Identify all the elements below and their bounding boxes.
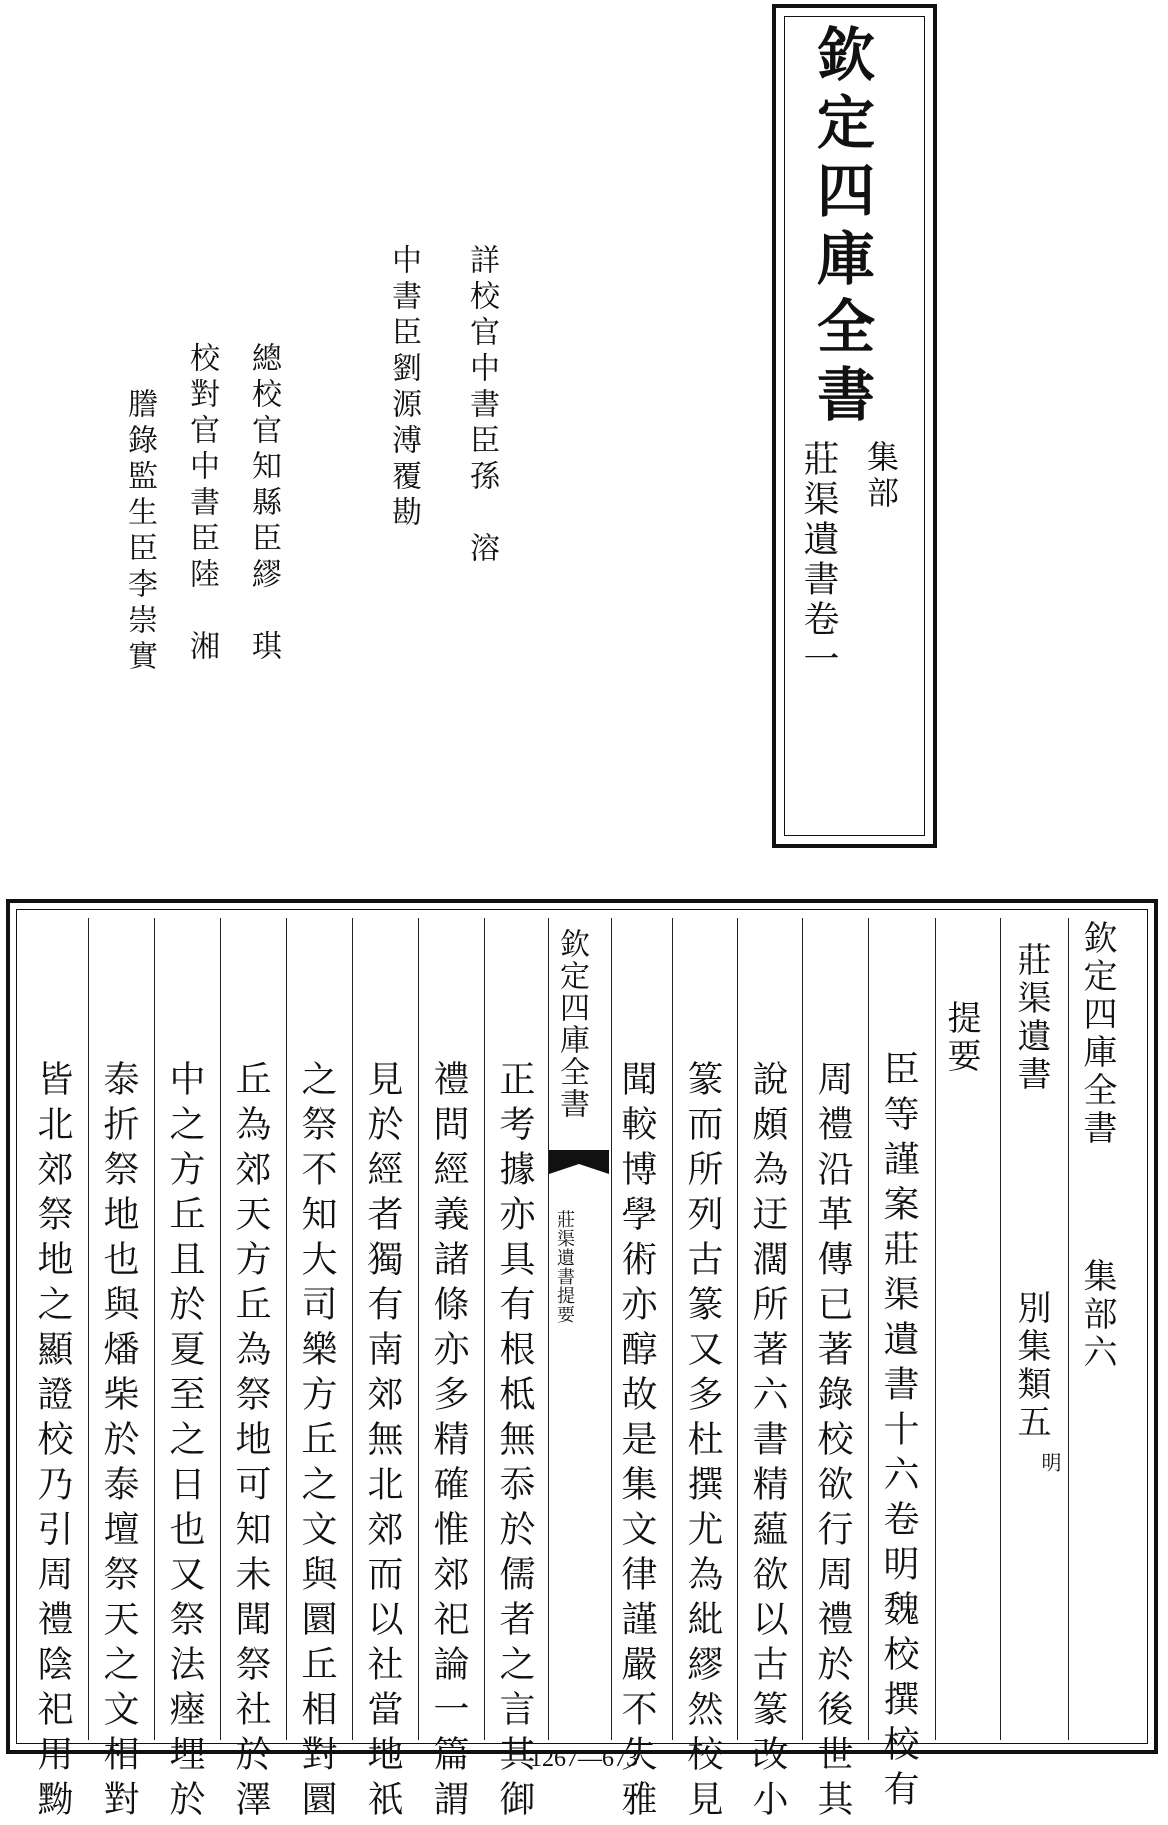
- page-number: 1267—673: [530, 1746, 638, 1772]
- body-line-13: 皆北郊祭地之顯證校乃引周禮陰祀用黝: [32, 1060, 73, 1825]
- credit-line-5: 謄錄監生臣李崇實: [122, 388, 157, 676]
- column-rule: [286, 918, 287, 1740]
- column-rule: [672, 918, 673, 1740]
- body-line-2: 周禮沿革傳已著錄校欲行周禮於後世其: [812, 1060, 853, 1825]
- column-rule: [154, 918, 155, 1740]
- column-rule: [220, 918, 221, 1740]
- column-rule: [418, 918, 419, 1740]
- header-collection: 欽定四庫全書: [1077, 920, 1117, 1148]
- column-rule: [868, 918, 869, 1740]
- credit-line-4: 校對官中書臣陸 湘: [184, 342, 219, 666]
- column-rule: [1000, 918, 1001, 1740]
- body-line-3: 說頗為迂濶所著六書精藴欲以古篆改小: [747, 1060, 788, 1825]
- credit-line-3: 總校官知縣臣繆 琪: [246, 342, 281, 666]
- banner-title: 欽定四庫全書: [554, 928, 589, 1120]
- body-line-8: 見於經者獨有南郊無北郊而以社當地祇: [362, 1060, 403, 1825]
- body-line-10: 丘為郊天方丘為祭地可知未聞祭社於澤: [230, 1060, 271, 1825]
- body-line-1: 臣等謹案莊渠遺書十六卷明魏校撰校有: [878, 1050, 919, 1815]
- section-title: 提要: [941, 1000, 981, 1076]
- body-line-12: 泰折祭地也與燔柴於泰壇祭天之文相對: [98, 1060, 139, 1825]
- column-rule: [935, 918, 936, 1740]
- header-dynasty: 明: [1038, 1452, 1062, 1472]
- column-rule: [352, 918, 353, 1740]
- body-line-11: 中之方丘且於夏至之日也又祭法瘞埋於: [164, 1060, 205, 1825]
- column-rule: [484, 918, 485, 1740]
- body-line-6: 正考據亦具有根柢無忝於儒者之言其御: [494, 1060, 535, 1825]
- collection-title: 欽定四庫全書: [807, 24, 875, 432]
- fishtail-mark: [549, 1150, 609, 1174]
- body-line-5: 聞較博學術亦醇故是集文律謹嚴不失雅: [616, 1060, 657, 1825]
- column-rule: [737, 918, 738, 1740]
- body-line-7: 禮問經義諸條亦多精確惟郊祀論一篇謂: [428, 1060, 469, 1825]
- header-division: 集部六: [1077, 1258, 1117, 1372]
- banner-subtitle: 莊渠遺書提要: [554, 1210, 575, 1324]
- header-work: 莊渠遺書: [1011, 942, 1051, 1094]
- body-line-9: 之祭不知大司樂方丘之文與圜丘相對圜: [296, 1060, 337, 1825]
- column-rule: [1068, 918, 1069, 1740]
- credit-line-1: 詳校官中書臣孫 溶: [464, 244, 499, 568]
- work-volume-label: 莊渠遺書卷一: [798, 440, 839, 680]
- section-label: 集部: [862, 440, 900, 512]
- column-rule: [802, 918, 803, 1740]
- header-category: 別集類五: [1011, 1290, 1051, 1442]
- body-line-4: 篆而所列古篆又多杜撰尤為紕繆然校見: [682, 1060, 723, 1825]
- column-rule: [88, 918, 89, 1740]
- credit-line-2: 中書臣劉源溥覆勘: [386, 244, 421, 532]
